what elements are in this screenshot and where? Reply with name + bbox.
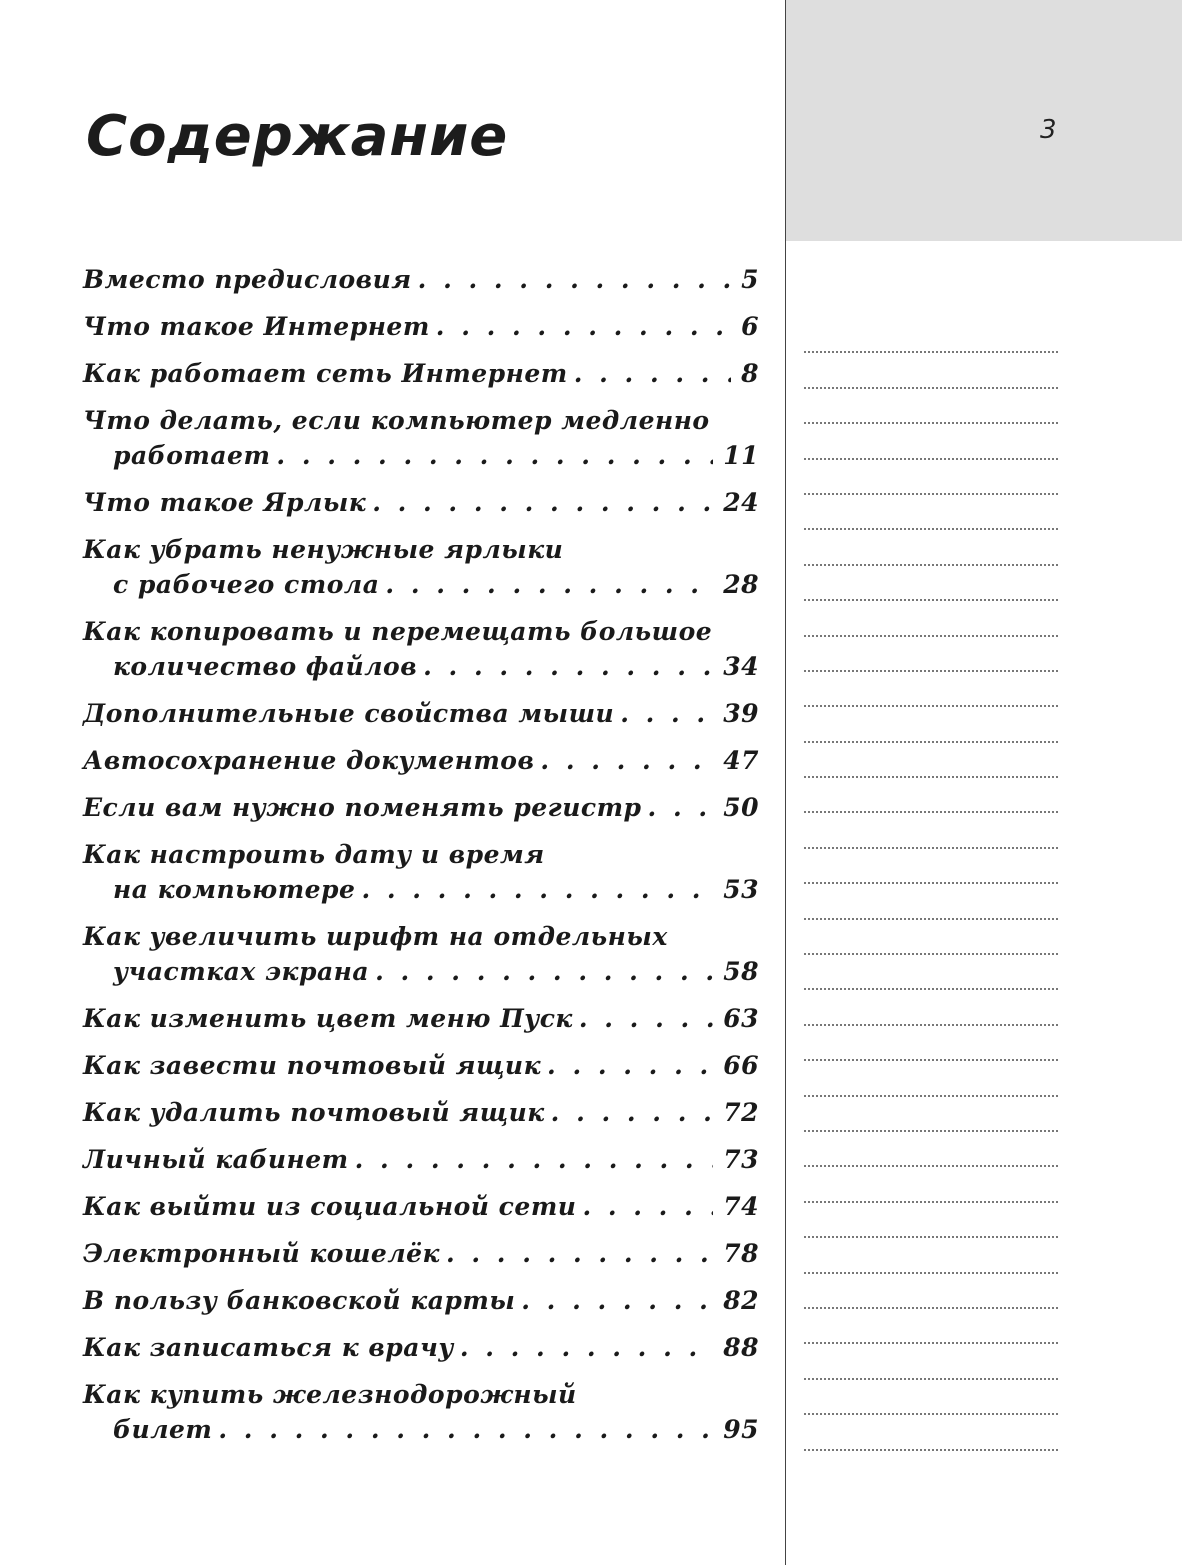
note-line bbox=[804, 813, 1058, 848]
note-line bbox=[804, 389, 1058, 424]
toc-entry-title: Как работает сеть Интернет bbox=[83, 359, 568, 388]
toc-entry[interactable] bbox=[83, 262, 759, 297]
toc-entry-title: работает bbox=[113, 441, 271, 470]
toc-entry[interactable] bbox=[83, 790, 759, 825]
note-line bbox=[804, 1380, 1058, 1415]
note-line bbox=[804, 743, 1058, 778]
note-line bbox=[804, 1415, 1058, 1450]
note-line bbox=[804, 424, 1058, 459]
dot-leader bbox=[375, 954, 713, 989]
dot-leader bbox=[620, 696, 713, 731]
note-line bbox=[804, 884, 1058, 919]
note-line bbox=[804, 1274, 1058, 1309]
note-line bbox=[804, 990, 1058, 1025]
note-line bbox=[804, 1097, 1058, 1132]
toc-page-number: 58 bbox=[723, 957, 759, 986]
toc-page-number: 28 bbox=[723, 570, 759, 599]
toc-entry[interactable] bbox=[83, 1001, 759, 1036]
toc-entry-title: В пользу банковской карты bbox=[83, 1286, 516, 1315]
toc-entry-title: Как выйти из социальной сети bbox=[83, 1192, 577, 1221]
note-line bbox=[804, 1344, 1058, 1379]
toc-entry-title: Личный кабинет bbox=[83, 1145, 349, 1174]
toc-entry[interactable] bbox=[83, 743, 759, 778]
note-line bbox=[804, 1309, 1058, 1344]
toc-entry[interactable] bbox=[83, 1095, 759, 1130]
toc-page-number: 8 bbox=[741, 359, 759, 388]
dot-leader bbox=[446, 1236, 713, 1271]
toc-entry-title: Что делать, если компьютер медленно bbox=[83, 406, 710, 435]
page-title: Содержание bbox=[86, 104, 509, 169]
toc-entry[interactable] bbox=[83, 1048, 759, 1083]
toc-entry[interactable] bbox=[83, 1142, 759, 1177]
note-line bbox=[804, 460, 1058, 495]
toc-entry-title: Как настроить дату и время bbox=[83, 840, 545, 869]
toc-page-number: 78 bbox=[723, 1239, 759, 1268]
toc-page-number: 66 bbox=[723, 1051, 759, 1080]
toc-entry[interactable] bbox=[83, 485, 759, 520]
toc-entry-title: Электронный кошелёк bbox=[83, 1239, 440, 1268]
toc-page-number: 39 bbox=[723, 699, 759, 728]
dot-leader bbox=[423, 649, 713, 684]
toc-page-number: 5 bbox=[741, 265, 759, 294]
toc-entry-title: участках экрана bbox=[113, 957, 370, 986]
note-line bbox=[804, 1203, 1058, 1238]
toc-entry-title: Что такое Интернет bbox=[83, 312, 430, 341]
toc-entry-title: количество файлов bbox=[113, 652, 418, 681]
dot-leader bbox=[355, 1142, 714, 1177]
dot-leader bbox=[385, 567, 713, 602]
toc-page-number: 73 bbox=[723, 1145, 759, 1174]
dot-leader bbox=[574, 356, 731, 391]
toc-entry[interactable] bbox=[83, 1189, 759, 1224]
toc-entry-title: Автосохранение документов bbox=[83, 746, 535, 775]
toc-entry-title: Как удалить почтовый ящик bbox=[83, 1098, 545, 1127]
toc-entry-title: билет bbox=[113, 1415, 213, 1444]
note-line bbox=[804, 955, 1058, 990]
toc-entry-title: Что такое Ярлык bbox=[83, 488, 367, 517]
note-line bbox=[804, 1238, 1058, 1273]
note-line bbox=[804, 601, 1058, 636]
toc-page-number: 95 bbox=[723, 1415, 759, 1444]
dot-leader bbox=[218, 1412, 713, 1447]
note-line bbox=[804, 707, 1058, 742]
note-line bbox=[804, 672, 1058, 707]
dot-leader bbox=[547, 1048, 713, 1083]
toc-entry-title: Как копировать и перемещать большое bbox=[83, 617, 713, 646]
toc-entry-title: на компьютере bbox=[113, 875, 356, 904]
toc-page-number: 88 bbox=[723, 1333, 759, 1362]
toc-entry-title: Как изменить цвет меню Пуск bbox=[83, 1004, 573, 1033]
toc-entry[interactable] bbox=[83, 1236, 759, 1271]
toc-page-number: 6 bbox=[741, 312, 759, 341]
dot-leader bbox=[551, 1095, 714, 1130]
toc-page-number: 24 bbox=[723, 488, 759, 517]
toc-page-number: 47 bbox=[723, 746, 759, 775]
notes-lines bbox=[804, 338, 1058, 1471]
toc-page-number: 72 bbox=[723, 1098, 759, 1127]
note-line bbox=[804, 1026, 1058, 1061]
note-line bbox=[804, 778, 1058, 813]
toc-page-number: 74 bbox=[723, 1192, 759, 1221]
toc-entry[interactable] bbox=[83, 532, 759, 602]
toc-entry-title: Как увеличить шрифт на отдельных bbox=[83, 922, 668, 951]
note-line bbox=[804, 1167, 1058, 1202]
dot-leader bbox=[418, 262, 731, 297]
page-number-box bbox=[786, 0, 1182, 241]
toc-entry-title: Как убрать ненужные ярлыки bbox=[83, 535, 564, 564]
toc-page-number: 53 bbox=[723, 875, 759, 904]
toc-entry[interactable] bbox=[83, 1330, 759, 1365]
toc-entry-title: Как записаться к врачу bbox=[83, 1333, 454, 1362]
note-line bbox=[804, 849, 1058, 884]
toc-page-number: 82 bbox=[723, 1286, 759, 1315]
dot-leader bbox=[361, 872, 713, 907]
toc-entry[interactable] bbox=[83, 696, 759, 731]
toc-entry[interactable] bbox=[83, 356, 759, 391]
toc-entry-title: Дополнительные свойства мыши bbox=[83, 699, 615, 728]
dot-leader bbox=[276, 438, 713, 473]
toc-entry-title: с рабочего стола bbox=[113, 570, 380, 599]
note-line bbox=[804, 566, 1058, 601]
toc-entry-title: Как купить железнодорожный bbox=[83, 1380, 577, 1409]
toc-entry-title: Как завести почтовый ящик bbox=[83, 1051, 542, 1080]
toc-page-number: 11 bbox=[723, 441, 759, 470]
toc-entry[interactable] bbox=[83, 614, 759, 684]
dot-leader bbox=[540, 743, 713, 778]
toc-page-number: 34 bbox=[723, 652, 759, 681]
note-line bbox=[804, 318, 1058, 353]
note-line bbox=[804, 495, 1058, 530]
toc-page-number: 50 bbox=[723, 793, 759, 822]
toc-entry[interactable] bbox=[83, 309, 759, 344]
toc-entry-title: Если вам нужно поменять регистр bbox=[83, 793, 642, 822]
note-line bbox=[804, 1132, 1058, 1167]
note-line bbox=[804, 353, 1058, 388]
dot-leader bbox=[460, 1330, 713, 1365]
toc-entry[interactable] bbox=[83, 1377, 759, 1447]
note-line bbox=[804, 1061, 1058, 1096]
dot-leader bbox=[372, 485, 713, 520]
toc-entry[interactable] bbox=[83, 1283, 759, 1318]
toc-entry[interactable] bbox=[83, 837, 759, 907]
toc-entry-title: Вместо предисловия bbox=[83, 265, 412, 294]
toc-page-number: 63 bbox=[723, 1004, 759, 1033]
dot-leader bbox=[648, 790, 714, 825]
dot-leader bbox=[579, 1001, 713, 1036]
table-of-contents bbox=[83, 262, 759, 1459]
note-line bbox=[804, 530, 1058, 565]
dot-leader bbox=[582, 1189, 713, 1224]
dot-leader bbox=[436, 309, 731, 344]
note-line bbox=[804, 637, 1058, 672]
toc-entry[interactable] bbox=[83, 919, 759, 989]
toc-entry[interactable] bbox=[83, 403, 759, 473]
note-line bbox=[804, 920, 1058, 955]
page-number: 3 bbox=[1040, 115, 1057, 145]
dot-leader bbox=[521, 1283, 713, 1318]
